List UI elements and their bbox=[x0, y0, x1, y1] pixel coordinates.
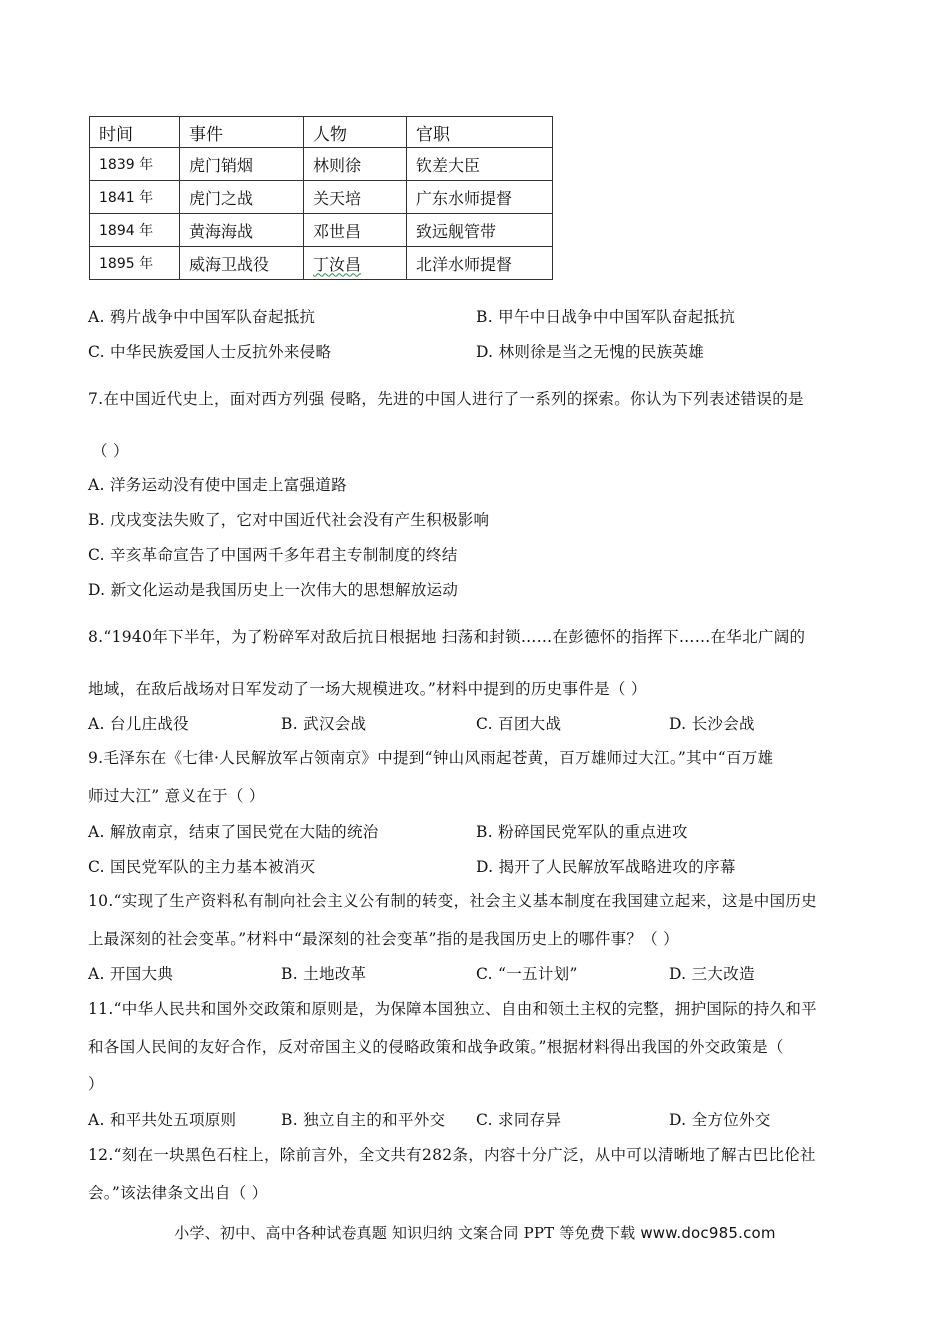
q8-stem-line1: 8.“1940年下半年，为了粉碎军对敌后抗日根据地 扫荡和封锁……在彭德怀的指挥下……在华北广阔的 bbox=[88, 628, 806, 646]
q11-option-b: B. 独立自主的和平外交 bbox=[281, 1111, 446, 1129]
q7-stem-line1: 7.在中国近代史上，面对西方列强 侵略，先进的中国人进行了一系列的探索。你认为下列表述错误的是 bbox=[88, 390, 804, 408]
q12-stem-line1: 12.“刻在一块黑色石柱上，除前言外，全文共有282条，内容十分广泛，从中可以清晰地了解古巴比伦社 bbox=[88, 1146, 816, 1164]
table-cell: 威海卫战役 bbox=[180, 247, 304, 280]
table-row bbox=[90, 181, 553, 214]
spellcheck-underlined-text: 丁汝昌 bbox=[313, 254, 362, 274]
table-cell: 虎门销烟 bbox=[180, 148, 304, 181]
table-cell: 北洋水师提督 bbox=[407, 247, 553, 280]
q7-option-a: A. 洋务运动没有使中国走上富强道路 bbox=[88, 476, 347, 494]
q10-option-c: C. “一五计划” bbox=[476, 965, 578, 983]
q6-option-c: C. 中华民族爱国人士反抗外来侵略 bbox=[88, 343, 332, 361]
table-cell bbox=[304, 247, 407, 280]
table-cell: 虎门之战 bbox=[180, 181, 304, 214]
table-cell: 关天培 bbox=[304, 181, 407, 214]
table-row bbox=[90, 214, 553, 247]
q9-option-d: D. 揭开了人民解放军战略进攻的序幕 bbox=[476, 858, 736, 876]
q11-option-c: C. 求同存异 bbox=[476, 1111, 562, 1129]
q6-option-a: A. 鸦片战争中中国军队奋起抵抗 bbox=[88, 308, 316, 326]
q11-stem-line1: 11.“中华人民共和国外交政策和原则是，为保障本国独立、自由和领土主权的完整，拥护国际的持久和平 bbox=[88, 1000, 817, 1018]
history-table bbox=[89, 116, 553, 280]
q7-stem-line2: （ ） bbox=[92, 442, 129, 460]
q8-option-d: D. 长沙会战 bbox=[669, 715, 755, 733]
table-cell: 林则徐 bbox=[304, 148, 407, 181]
q7-option-d: D. 新文化运动是我国历史上一次伟大的思想解放运动 bbox=[88, 581, 459, 599]
q10-option-b: B. 土地改革 bbox=[281, 965, 367, 983]
q12-stem-line2: 会。”该法律条文出自（ ） bbox=[88, 1184, 268, 1202]
table-cell: 1895 年 bbox=[90, 247, 180, 280]
table-cell: 1894 年 bbox=[90, 214, 180, 247]
page-footer bbox=[0, 1222, 950, 1243]
table-cell: 黄海海战 bbox=[180, 214, 304, 247]
table-cell: 钦差大臣 bbox=[407, 148, 553, 181]
table-row bbox=[90, 148, 553, 181]
q9-option-c: C. 国民党军队的主力基本被消灭 bbox=[88, 858, 316, 876]
q8-stem-line2: 地域，在敌后战场对日军发动了一场大规模进攻。”材料中提到的历史事件是（ ） bbox=[88, 680, 647, 698]
table-cell: 邓世昌 bbox=[304, 214, 407, 247]
q11-option-a: A. 和平共处五项原则 bbox=[88, 1111, 237, 1129]
footer-text: 小学、初中、高中各种试卷真题 知识归纳 文案合同 PPT 等免费下载 bbox=[174, 1224, 641, 1242]
q7-option-b: B. 戊戌变法失败了，它对中国近代社会没有产生积极影响 bbox=[88, 511, 490, 529]
table-cell: 1839 年 bbox=[90, 148, 180, 181]
q10-stem-line1: 10.“实现了生产资料私有制向社会主义公有制的转变，社会主义基本制度在我国建立起来，这是中国历史 bbox=[88, 892, 817, 910]
q9-option-b: B. 粉碎国民党军队的重点进攻 bbox=[476, 823, 688, 841]
table-header-row bbox=[90, 117, 553, 148]
q6-option-d: D. 林则徐是当之无愧的民族英雄 bbox=[476, 343, 705, 361]
q8-option-b: B. 武汉会战 bbox=[281, 715, 367, 733]
q11-stem-line3: ） bbox=[88, 1075, 104, 1093]
q10-option-d: D. 三大改造 bbox=[669, 965, 755, 983]
table-header-cell: 人物 bbox=[304, 117, 407, 148]
q6-option-b: B. 甲午中日战争中中国军队奋起抵抗 bbox=[476, 308, 736, 326]
table-header-cell: 事件 bbox=[180, 117, 304, 148]
table-header-cell: 时间 bbox=[90, 117, 180, 148]
q11-option-d: D. 全方位外交 bbox=[669, 1111, 771, 1129]
table-cell: 致远舰管带 bbox=[407, 214, 553, 247]
table-cell: 广东水师提督 bbox=[407, 181, 553, 214]
q11-stem-line2: 和各国人民间的友好合作，反对帝国主义的侵略政策和战争政策。”根据材料得出我国的外交政策是（ bbox=[88, 1038, 784, 1056]
q9-stem-line1: 9.毛泽东在《七律·人民解放军占领南京》中提到“钟山风雨起苍黄，百万雄师过大江。”其中“百万雄 bbox=[88, 749, 774, 767]
q7-option-c: C. 辛亥革命宣告了中国两千多年君主专制制度的终结 bbox=[88, 546, 458, 564]
q8-option-c: C. 百团大战 bbox=[476, 715, 562, 733]
table-row bbox=[90, 247, 553, 280]
footer-link[interactable]: www.doc985.com bbox=[640, 1224, 776, 1242]
q8-option-a: A. 台儿庄战役 bbox=[88, 715, 189, 733]
q9-stem-line2: 师过大江” 意义在于（ ） bbox=[88, 787, 265, 805]
q10-option-a: A. 开国大典 bbox=[88, 965, 174, 983]
table-cell: 1841 年 bbox=[90, 181, 180, 214]
table-header-cell: 官职 bbox=[407, 117, 553, 148]
q10-stem-line2: 上最深刻的社会变革。”材料中“最深刻的社会变革”指的是我国历史上的哪件事？（ ） bbox=[88, 930, 679, 948]
q9-option-a: A. 解放南京，结束了国民党在大陆的统治 bbox=[88, 823, 379, 841]
